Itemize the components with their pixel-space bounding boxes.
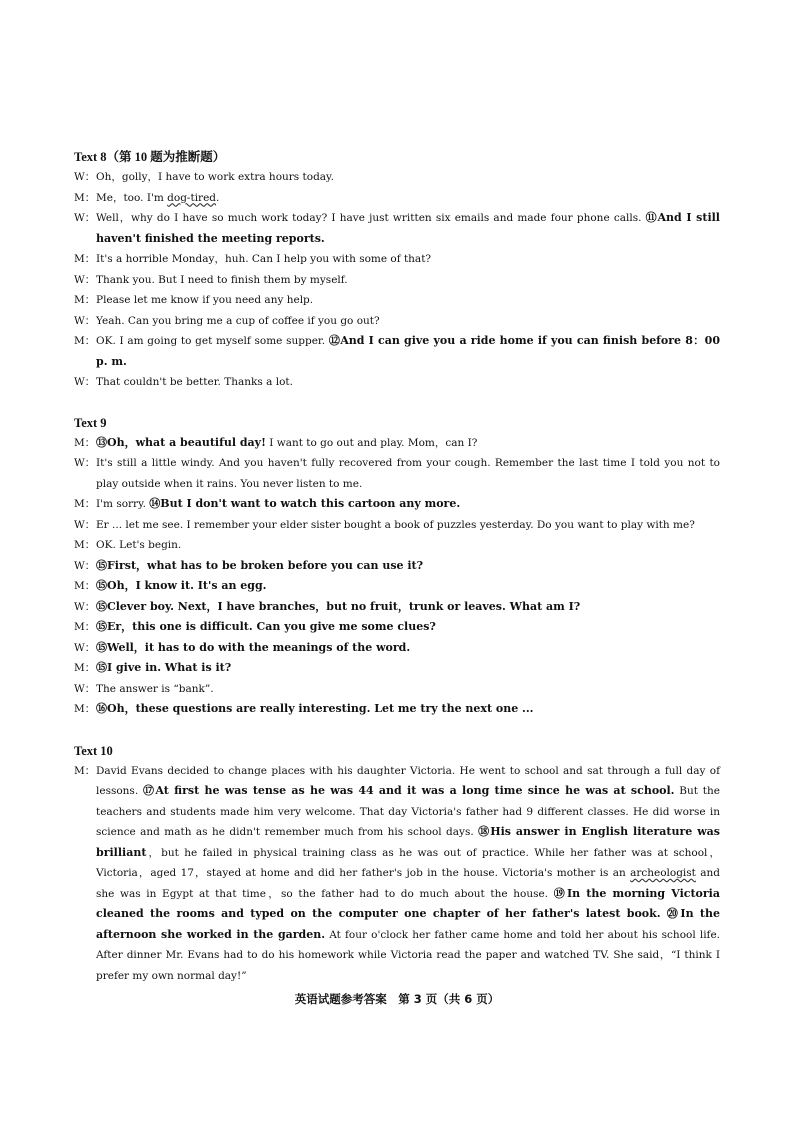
- speech: [96, 249, 720, 270]
- speech: [96, 515, 720, 536]
- answer-evidence: ⑮I give in. What is it?: [96, 661, 232, 674]
- speech-text: It's a horrible Monday，huh. Can I help you with some of that?: [96, 253, 432, 265]
- speech-text: But the teachers and students made him very welcome. That day Victoria's father had 9 different classes. He did worse in science and math as he didn't remember much from his school days.: [96, 785, 720, 838]
- dialogue-line: [74, 638, 720, 659]
- section-gap: [74, 720, 720, 741]
- text8-title: Text 8（第 10 题为推断题）: [74, 150, 226, 164]
- speech-text: OK. Let's begin.: [96, 539, 182, 551]
- dialogue-line: [74, 270, 720, 291]
- answer-page: [74, 147, 720, 986]
- dialogue-line: [74, 372, 720, 393]
- speech-text: ，but he failed in physical training class as he was out of practice. While her father was at school，Victoria，aged 17，stayed at home and did her father's job in the house. Victoria's mother is an: [96, 846, 720, 879]
- answer-evidence: ⑮First，what has to be broken before you can use it?: [96, 558, 424, 572]
- answer-evidence: ⑮Clever boy. Next，I have branches，but no fruit，trunk or leaves. What am I?: [96, 599, 581, 613]
- answer-evidence: ⑲In the morning Victoria cleaned the rooms and typed on the computer one chapter of her father's latest book. ⑳In the afternoon she worked in the garden.: [96, 886, 720, 941]
- dialogue-line: [74, 188, 720, 209]
- speaker-label: M：: [74, 294, 96, 306]
- answer-evidence: ⑮Well，it has to do with the meanings of the word.: [96, 640, 411, 654]
- speaker-label: W：: [74, 641, 96, 654]
- speech-text: I'm sorry.: [96, 498, 150, 510]
- speech-text: .: [216, 191, 220, 204]
- answer-evidence: ⑬Oh，what a beautiful day!: [96, 435, 266, 449]
- dialogue-line: [74, 311, 720, 332]
- answer-evidence: ⑪And I still haven't finished the meeting reports.: [96, 211, 720, 245]
- answer-evidence: ⑯Oh，these questions are really interesting. Let me try the next one ...: [96, 702, 534, 715]
- page-footer: 英语试题参考答案 第 3 页（共 6 页）: [294, 992, 500, 1006]
- speech-text: OK. I am going to get myself some supper.: [96, 335, 329, 347]
- dialogue-line: [74, 535, 720, 556]
- speech: [96, 290, 720, 311]
- speech-text: Me，too. I'm: [96, 191, 168, 204]
- speaker-label: M：: [74, 253, 96, 265]
- answer-evidence: ⑰At first he was tense as he was 44 and it was a long time since he was at school.: [142, 784, 675, 797]
- speech: [96, 372, 720, 393]
- speaker-label: M：: [74, 580, 96, 592]
- speech: [96, 270, 720, 291]
- speech-text: The answer is “bank”.: [96, 682, 214, 695]
- speech: [96, 658, 720, 679]
- wavy-underlined-word: dog-tired: [167, 191, 217, 204]
- dialogue-line: [74, 699, 720, 720]
- answer-evidence: ⑫And I can give you a ride home if you can finish before 8：00 p. m.: [96, 334, 720, 368]
- speaker-label: M：: [74, 621, 96, 633]
- dialogue-line: [74, 167, 720, 188]
- speech-text: and she was in Egypt at that time，so the father had to do much about the house.: [96, 867, 720, 900]
- speech: [96, 535, 720, 556]
- speaker-label: W：: [74, 682, 96, 695]
- speech-text: That couldn't be better. Thanks a lot.: [96, 376, 293, 388]
- speech-text: It's still a little windy. And you haven't fully recovered from your cough. Remember the last time I told you not to play outside when it rains. You never listen to me.: [96, 457, 720, 490]
- text8-dialogue: [74, 167, 720, 393]
- speaker-label: M：: [74, 539, 96, 551]
- monologue: [74, 761, 720, 987]
- speech-text: I want to go out and play. Mom，can I?: [265, 436, 478, 449]
- speech-text: David Evans decided to change places with his daughter Victoria. He went to school and sat through a full day of lessons.: [96, 764, 720, 797]
- speech: [96, 494, 720, 515]
- dialogue-line: [74, 290, 720, 311]
- dialogue-line: [74, 679, 720, 700]
- speech: [96, 576, 720, 597]
- speech-text: Er ... let me see. I remember your elder sister bought a book of puzzles yesterday. Do you want to play with me?: [96, 518, 695, 531]
- speech-text: At four o'clock her father came home and told her about his school life. After dinner Mr. Evans had to do his homework while Victoria read the paper and watched TV. She said，“I think I prefer my own normal day!”: [96, 928, 720, 982]
- dialogue-line: [74, 576, 720, 597]
- dialogue-line: [74, 249, 720, 270]
- speech: [96, 679, 720, 700]
- speech: [96, 331, 720, 372]
- speaker-label: M：: [74, 703, 96, 715]
- speaker-label: W：: [74, 457, 96, 469]
- text9-dialogue: [74, 433, 720, 720]
- dialogue-line: [74, 658, 720, 679]
- speech: [96, 433, 720, 454]
- speaker-label: W：: [74, 273, 96, 286]
- speech-text: Oh，golly，I have to work extra hours today.: [96, 171, 334, 183]
- speaker-label: M：: [74, 191, 96, 204]
- speech-text: Please let me know if you need any help.: [96, 294, 314, 306]
- speech: [96, 699, 720, 720]
- speech: [96, 208, 720, 249]
- wavy-underlined-word: archeologist: [630, 867, 696, 879]
- speech: [96, 597, 720, 618]
- answer-evidence: ⑭But I don't want to watch this cartoon any more.: [149, 497, 461, 510]
- speech: [96, 638, 720, 659]
- speaker-label: W：: [74, 212, 96, 224]
- speech: [96, 617, 720, 638]
- dialogue-line: [74, 331, 720, 372]
- text9-title: Text 9: [74, 415, 107, 430]
- dialogue-line: [74, 617, 720, 638]
- dialogue-line: [74, 556, 720, 577]
- answer-evidence: ⑮Er，this one is difficult. Can you give me some clues?: [96, 620, 436, 633]
- speech-text: Well，why do I have so much work today? I have just written six emails and made four phone calls.: [96, 212, 646, 224]
- speaker-label: M：: [74, 335, 96, 347]
- dialogue-line: [74, 433, 720, 454]
- text10-title: Text 10: [74, 743, 113, 758]
- speaker-label: M：: [74, 662, 96, 674]
- speech: [96, 556, 720, 577]
- monologue-text: [96, 761, 720, 987]
- speaker-label: W：: [74, 559, 96, 572]
- dialogue-line: [74, 515, 720, 536]
- dialogue-line: [74, 208, 720, 249]
- speech: [96, 167, 720, 188]
- answer-evidence: ⑱His answer in English literature was brilliant: [96, 825, 720, 859]
- speaker-label: M：: [74, 498, 96, 510]
- answer-evidence: ⑮Oh，I know it. It's an egg.: [96, 579, 267, 592]
- speech-text: Yeah. Can you bring me a cup of coffee if you go out?: [96, 314, 380, 327]
- speaker-label: W：: [74, 600, 96, 613]
- speech-text: Thank you. But I need to finish them by myself.: [96, 273, 348, 286]
- dialogue-line: [74, 494, 720, 515]
- speaker-label: W：: [74, 376, 96, 388]
- dialogue-line: [74, 453, 720, 494]
- speaker-label: W：: [74, 314, 96, 327]
- speaker-label: M：: [74, 764, 96, 777]
- speech: [96, 453, 720, 494]
- speech: [96, 311, 720, 332]
- speaker-label: W：: [74, 171, 96, 183]
- dialogue-line: [74, 597, 720, 618]
- speaker-label: W：: [74, 518, 96, 531]
- section-gap: [74, 393, 720, 413]
- speech: [96, 188, 720, 209]
- speaker-label: M：: [74, 436, 96, 449]
